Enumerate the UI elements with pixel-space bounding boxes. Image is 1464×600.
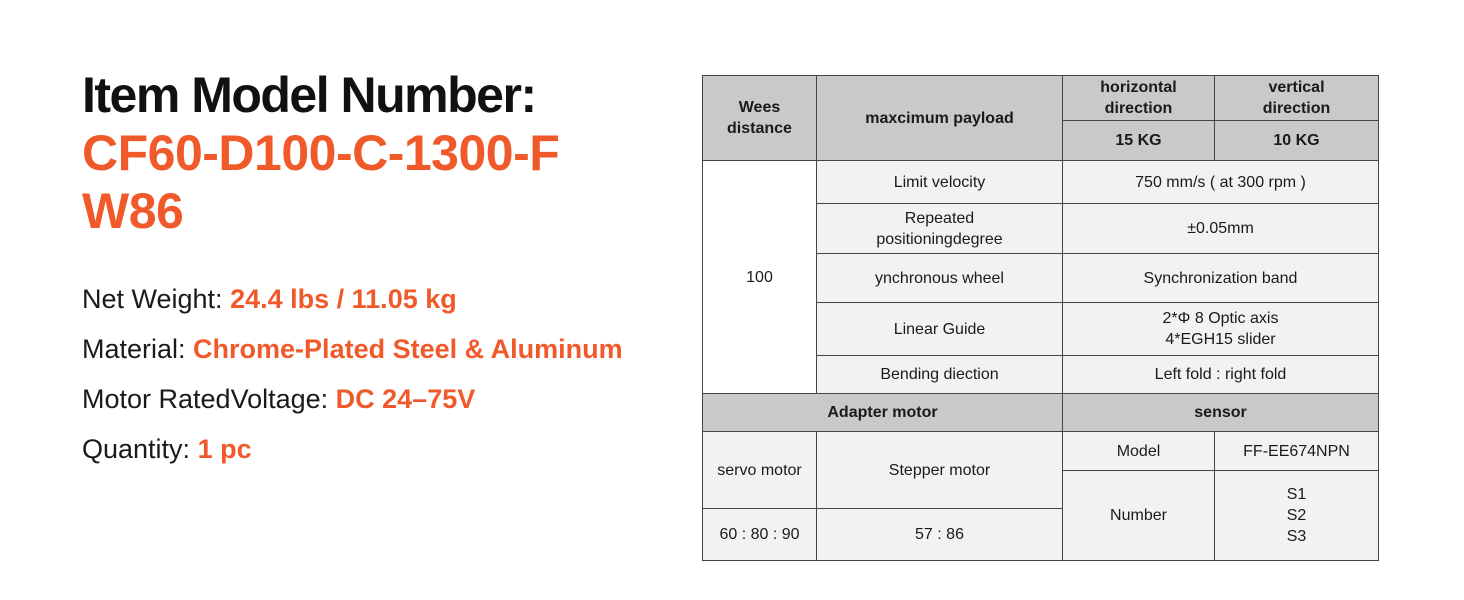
row-label-bending-direction: Bending diection: [817, 356, 1063, 394]
model-number-label: Item Model Number:: [82, 67, 536, 123]
spec-motor-voltage: [82, 374, 682, 424]
header-wees-distance: Wees distance: [703, 76, 817, 161]
spec-table-container: [702, 75, 1379, 561]
distance-value: 100: [703, 161, 817, 394]
servo-motor-label: servo motor: [703, 432, 817, 509]
spec-net-weight: [82, 274, 682, 324]
spec-label: Net Weight:: [82, 284, 231, 314]
row-value-synchronous-wheel: Synchronization band: [1063, 254, 1379, 303]
horizontal-payload-value: 15 KG: [1063, 121, 1215, 161]
spec-label: Quantity:: [82, 434, 198, 464]
vertical-payload-value: 10 KG: [1215, 121, 1379, 161]
row-label-synchronous-wheel: ynchronous wheel: [817, 254, 1063, 303]
spec-label: Motor RatedVoltage:: [82, 384, 336, 414]
sensor-model-label: Model: [1063, 432, 1215, 471]
spec-material: [82, 324, 682, 374]
row-value-bending-direction: Left fold : right fold: [1063, 356, 1379, 394]
row-label-limit-velocity: Limit velocity: [817, 161, 1063, 204]
stepper-motor-values: 57 : 86: [817, 509, 1063, 561]
header-vertical-direction: vertical direction: [1215, 76, 1379, 121]
spec-value: Chrome-Plated Steel & Aluminum: [193, 334, 623, 364]
spec-value: DC 24–75V: [335, 384, 476, 414]
spec-quantity: [82, 424, 682, 474]
spec-list: [82, 274, 682, 474]
spec-table: [702, 75, 1379, 561]
row-value-linear-guide: 2*Φ 8 Optic axis 4*EGH15 slider: [1063, 303, 1379, 356]
header-adapter-motor: Adapter motor: [703, 394, 1063, 432]
header-sensor: sensor: [1063, 394, 1379, 432]
spec-value: 1 pc: [197, 434, 252, 464]
row-value-limit-velocity: 750 mm/s ( at 300 rpm ): [1063, 161, 1379, 204]
model-number-value: CF60-D100-C-1300-FW86: [82, 125, 560, 239]
spec-label: Material:: [82, 334, 194, 364]
row-label-linear-guide: Linear Guide: [817, 303, 1063, 356]
spec-value: 24.4 lbs / 11.05 kg: [230, 284, 457, 314]
product-summary: [82, 66, 682, 474]
sensor-number-values: S1 S2 S3: [1215, 471, 1379, 561]
row-label-repeated-positioning: Repeated positioningdegree: [817, 204, 1063, 254]
header-horizontal-direction: horizontal direction: [1063, 76, 1215, 121]
sensor-number-label: Number: [1063, 471, 1215, 561]
sensor-model-value: FF-EE674NPN: [1215, 432, 1379, 471]
stepper-motor-label: Stepper motor: [817, 432, 1063, 509]
header-max-payload: maxcimum payload: [817, 76, 1063, 161]
servo-motor-values: 60 : 80 : 90: [703, 509, 817, 561]
row-value-repeated-positioning: ±0.05mm: [1063, 204, 1379, 254]
